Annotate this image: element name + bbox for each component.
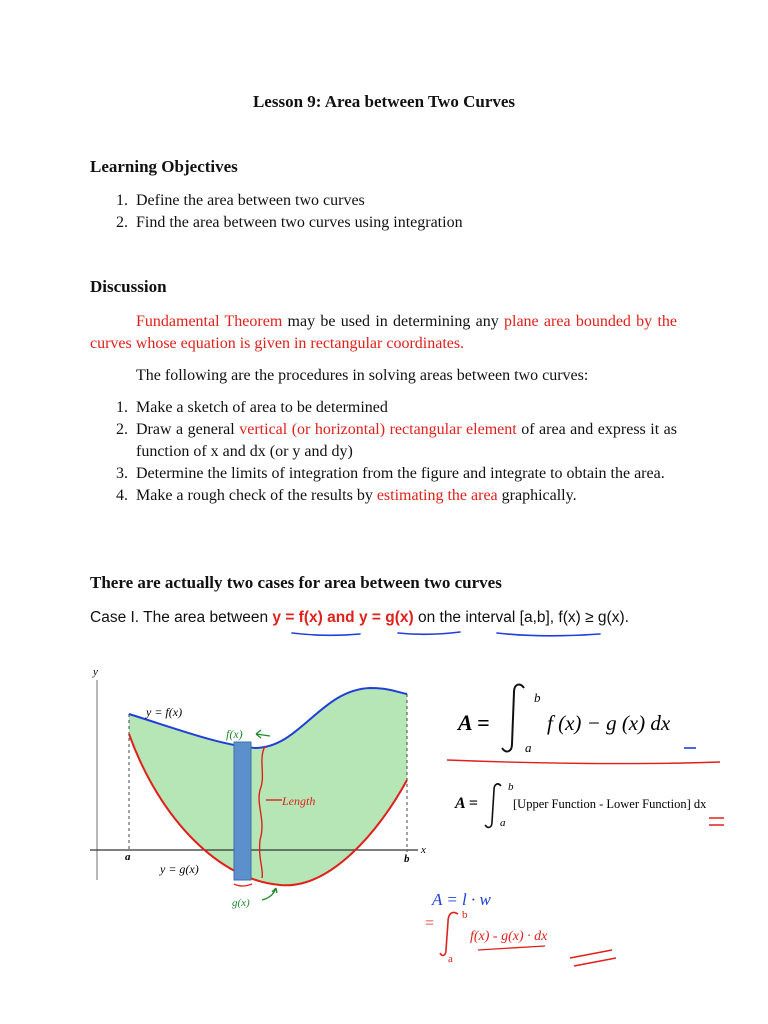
list-text: graphically. — [497, 487, 577, 504]
note-fx: f(x) — [226, 727, 243, 741]
procedures-intro: The following are the procedures in solving areas between two curves: — [136, 367, 589, 384]
equals-mark — [570, 950, 616, 966]
list-text: Define the area between two curves — [136, 192, 365, 209]
list-number: 4. — [116, 487, 128, 504]
integral-icon — [440, 912, 458, 955]
hand-lower-limit: a — [448, 953, 453, 965]
underline-mark — [497, 633, 600, 636]
width-mark — [234, 884, 252, 886]
list-text: Make a rough check of the results by — [136, 487, 377, 504]
page-title: Lesson 9: Area between Two Curves — [252, 92, 516, 111]
formula-upper-limit: b — [534, 690, 541, 705]
case-underlines — [292, 632, 600, 636]
formula-lower-limit: a — [500, 817, 506, 829]
rectangular-element — [234, 742, 251, 880]
body-text: on the interval [a,b], f(x) ≥ g(x). — [413, 609, 629, 626]
integral-icon — [502, 685, 524, 752]
upper-curve-label: y = f(x) — [146, 705, 183, 719]
underline-mark — [292, 633, 360, 635]
list-text: Draw a general — [136, 421, 240, 438]
highlight-text: vertical (or horizontal) rectangular element — [239, 421, 517, 438]
arrow-icon — [262, 888, 277, 900]
list-text: Find the area between two curves using integration — [136, 214, 463, 231]
highlight-text: estimating the area — [376, 487, 498, 504]
formula-body: [Upper Function - Lower Function] dx — [513, 797, 707, 811]
hand-formula-two: f(x) - g(x) · dx — [470, 929, 548, 944]
note-gx: g(x) — [232, 897, 250, 909]
formula-body: f (x) − g (x) dx — [547, 711, 671, 735]
list-number: 1. — [116, 399, 128, 416]
list-number: 1. — [116, 192, 128, 209]
formula-two — [454, 781, 724, 829]
list-text: Determine the limits of integration from the figure and integrate to obtain the area. — [136, 465, 665, 482]
lower-curve-label: y = g(x) — [160, 862, 199, 876]
list-number: 2. — [116, 214, 128, 231]
x-axis-label: x — [421, 844, 426, 856]
list-number: 3. — [116, 465, 128, 482]
highlight-text: plane area bounded by the curves whose equation is given in rectangular coordinates. — [90, 313, 678, 352]
body-text: may be used in determining any — [282, 313, 504, 330]
hand-formula-one: A = l · w — [432, 890, 491, 909]
underline-mark — [478, 946, 545, 950]
formula-lhs: A = — [458, 710, 490, 735]
underline-mark — [398, 632, 460, 634]
hand-upper-limit: b — [462, 909, 468, 921]
body-text: Case I. The area between — [90, 609, 273, 626]
formula-underline — [447, 760, 720, 764]
formula-upper-limit: b — [508, 781, 514, 793]
list-text: Make a sketch of area to be determined — [136, 399, 388, 416]
limit-label-b: b — [404, 853, 410, 865]
handwritten-formulas — [425, 890, 616, 966]
discussion-heading: Discussion — [90, 277, 167, 296]
hand-equals: = — [425, 915, 435, 932]
highlight-text: y = f(x) and y = g(x) — [272, 609, 414, 626]
formula-lower-limit: a — [525, 740, 532, 755]
cases-heading: There are actually two cases for area between two curves — [90, 573, 502, 592]
formula-one — [456, 685, 696, 755]
limit-label-a: a — [125, 851, 131, 863]
highlight-text: Fundamental Theorem — [136, 313, 283, 330]
objectives-heading: Learning Objectives — [90, 157, 238, 176]
integral-icon — [485, 784, 501, 827]
y-axis-label: y — [93, 666, 98, 678]
list-text: of area and express it as function of x and dx (or y and dy) — [136, 421, 678, 460]
equals-mark — [709, 818, 724, 825]
list-number: 2. — [116, 421, 128, 438]
formula-lhs: A = — [455, 795, 478, 812]
arrow-icon — [256, 730, 270, 738]
note-length: Length — [282, 794, 316, 808]
